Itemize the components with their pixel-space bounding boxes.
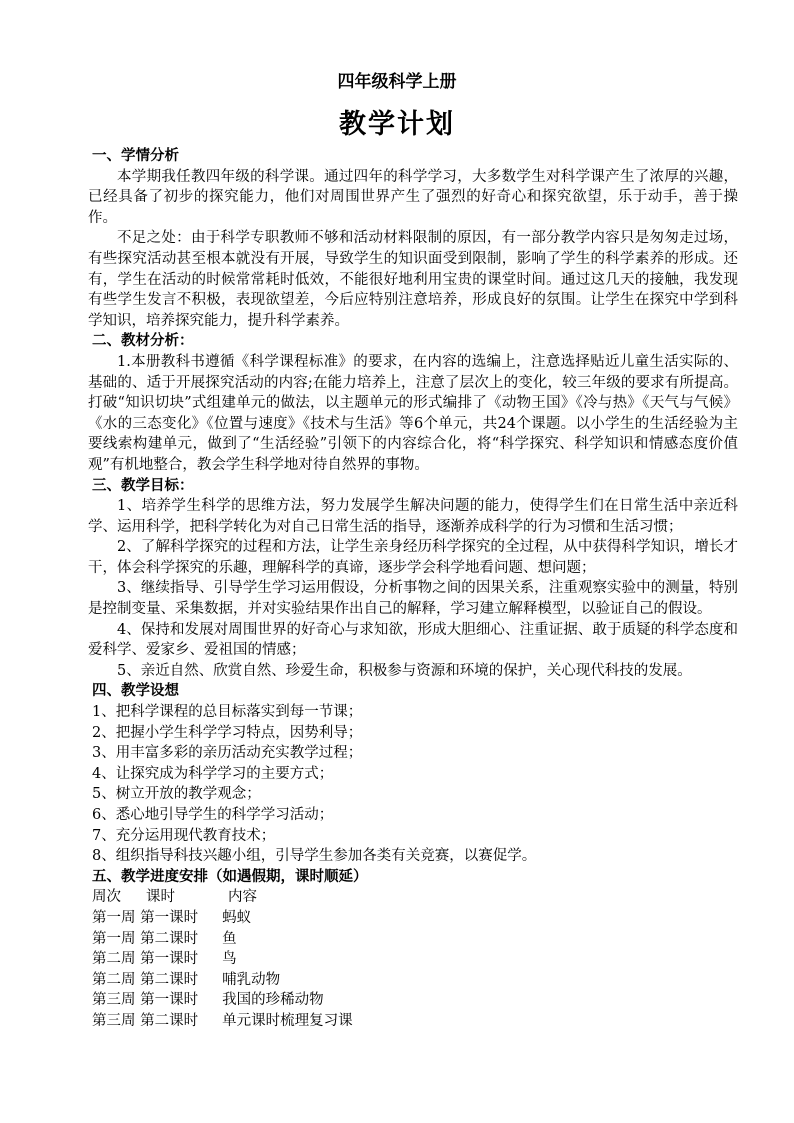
document-subtitle: 教学计划 bbox=[339, 109, 455, 140]
document-body bbox=[88, 146, 738, 1032]
schedule-header-week: 周次 bbox=[92, 889, 121, 906]
schedule-period: 第一课时 bbox=[140, 951, 199, 968]
schedule-content: 哺乳动物 bbox=[222, 971, 281, 988]
schedule-row bbox=[88, 908, 738, 929]
schedule-week: 第一周 bbox=[92, 930, 136, 947]
schedule-header-row bbox=[88, 887, 738, 908]
schedule-week: 第二周 bbox=[92, 971, 136, 988]
section-heading-textbook-analysis: 二、教材分析： bbox=[92, 333, 194, 350]
schedule-row bbox=[88, 1011, 738, 1032]
list-item: 8、组织指导科技兴趣小组，引导学生参加各类有关竞赛，以赛促学。 bbox=[92, 848, 537, 865]
section-heading-schedule: 五、教学进度安排（如遇假期，课时顺延） bbox=[92, 868, 368, 885]
schedule-week: 第一周 bbox=[92, 909, 136, 926]
schedule-week: 第二周 bbox=[92, 951, 136, 968]
list-item: 7、充分运用现代教育技术； bbox=[92, 827, 276, 844]
schedule-header-content: 内容 bbox=[228, 889, 257, 906]
schedule-week: 第三周 bbox=[92, 1012, 136, 1029]
section-heading-learner-analysis: 一、学情分析 bbox=[92, 148, 179, 164]
paragraph: 2、了解科学探究的过程和方法，让学生亲身经历科学探究的全过程，从中获得科学知识，增长才干，体会科学探究的乐趣，理解科学的真谛，逐步学会科学地看问题、想问题； bbox=[88, 539, 738, 576]
list-item: 1、把科学课程的总目标落实到每一节课； bbox=[92, 704, 363, 721]
schedule-content: 单元课时梳理复习课 bbox=[222, 1012, 353, 1029]
paragraph: 5、亲近自然、欣赏自然、珍爱生命，积极参与资源和环境的保护，关心现代科技的发展。 bbox=[117, 662, 692, 679]
list-item: 4、让探究成为科学学习的主要方式； bbox=[92, 765, 334, 782]
paragraph: 本学期我任教四年级的科学课。通过四年的科学学习，大多数学生对科学课产生了浓厚的兴趣，已经具备了初步的探究能力，他们对周围世界产生了强烈的好奇心和探究欲望，乐于动手，善于操作。 bbox=[88, 168, 738, 226]
schedule-period: 第二课时 bbox=[140, 971, 199, 988]
list-item: 3、用丰富多彩的亲历活动充实教学过程； bbox=[92, 745, 363, 762]
schedule-content: 鸟 bbox=[222, 951, 237, 968]
paragraph: 1.本册教科书遵循《科学课程标准》的要求，在内容的选编上，注意选择贴近儿童生活实际的、基础的、适于开展探究活动的内容;在能力培养上，注意了层次上的变化，较三年级的要求有所提高。打破“知识切块”式组建单元的做法，以主题单元的形式编排了《动物王国》《冷与热》《天气与气候》《水的三态变化》《位置与速度》《技术与生活》等6个单元，共24个课题。以小学生的生活经验为主要线索构建单元，做到了“生活经验”引领下的内容综合化，将“科学探究、科学知识和情感态度价值观”有机地整合，教会学生科学地对待自然界的事物。 bbox=[88, 353, 738, 473]
document-title: 四年级科学上册 bbox=[337, 72, 457, 92]
schedule-content: 蚂蚁 bbox=[222, 909, 252, 926]
schedule-row bbox=[88, 929, 738, 950]
schedule-row bbox=[88, 970, 738, 991]
list-item: 5、树立开放的教学观念； bbox=[92, 786, 261, 803]
section-heading-teaching-ideas: 四、教学设想 bbox=[92, 683, 179, 700]
paragraph: 3、继续指导、引导学生学习运用假设，分析事物之间的因果关系，注重观察实验中的测量，特别是控制变量、采集数据，并对实验结果作出自己的解释，学习建立解释模型，以验证自己的假设。 bbox=[88, 580, 738, 618]
paragraph: 1、培养学生科学的思维方法，努力发展学生解决问题的能力，使得学生们在日常生活中亲近科学、运用科学，把科学转化为对自己日常生活的指导，逐渐养成科学的行为习惯和生活习惯； bbox=[88, 498, 738, 535]
paragraph: 4、保持和发展对周围世界的好奇心与求知欲，形成大胆细心、注重证据、敢于质疑的科学态度和爱科学、爱家乡、爱祖国的情感； bbox=[88, 621, 738, 659]
schedule-content: 我国的珍稀动物 bbox=[222, 992, 324, 1009]
schedule-content: 鱼 bbox=[222, 930, 237, 947]
schedule-period: 第二课时 bbox=[140, 930, 199, 947]
schedule-header-period: 课时 bbox=[146, 889, 175, 906]
schedule-period: 第一课时 bbox=[140, 992, 199, 1009]
schedule-week: 第三周 bbox=[92, 992, 136, 1009]
schedule-period: 第一课时 bbox=[140, 909, 199, 926]
list-item: 6、悉心地引导学生的科学学习活动； bbox=[92, 807, 334, 823]
schedule-row bbox=[88, 990, 738, 1011]
schedule-period: 第二课时 bbox=[140, 1012, 199, 1029]
paragraph: 不足之处：由于科学专职教师不够和活动材料限制的原因，有一部分教学内容只是匆匆走过场，有些探究活动甚至根本就没有开展，导致学生的知识面受到限制，影响了学生的科学素养的形成。还有，学生在活动的时候常常耗时低效，不能很好地利用宝贵的课堂时间。通过这几天的接触，我发现有些学生发言不积极，表现欲望差，今后应特别注意培养，形成良好的氛围。让学生在探究中学到科学知识，培养探究能力，提升科学素养。 bbox=[88, 230, 738, 329]
list-item: 2、把握小学生科学学习特点，因势利导； bbox=[92, 724, 363, 741]
section-heading-teaching-goals: 三、教学目标： bbox=[92, 477, 194, 494]
schedule-row bbox=[88, 949, 738, 970]
